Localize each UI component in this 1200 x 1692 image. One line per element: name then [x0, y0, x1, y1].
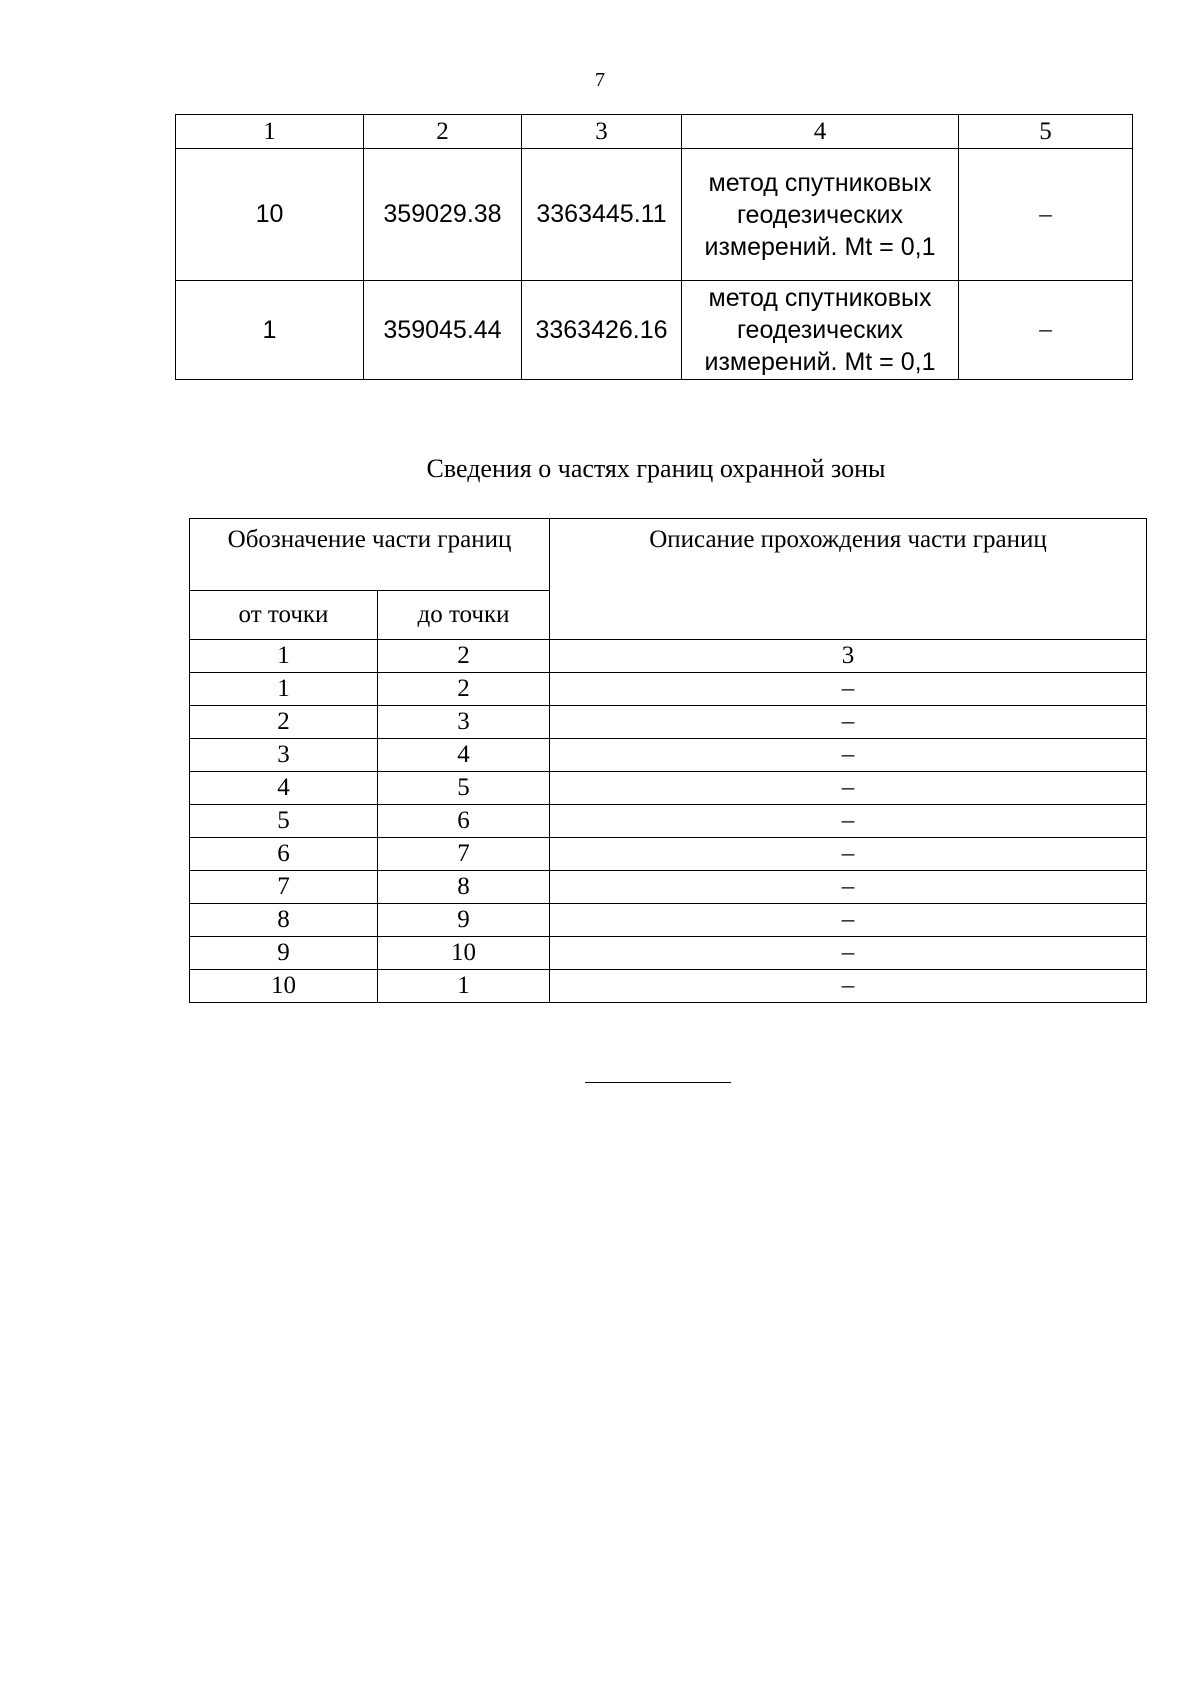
from-point: 6 [190, 838, 378, 871]
description: – [550, 805, 1147, 838]
header-cell: 2 [364, 115, 522, 149]
from-point: 8 [190, 904, 378, 937]
from-point: 5 [190, 805, 378, 838]
description: – [550, 904, 1147, 937]
from-point: 3 [190, 739, 378, 772]
description: – [550, 970, 1147, 1003]
description: – [550, 739, 1147, 772]
column-number: 2 [378, 640, 550, 673]
end-divider [585, 1082, 731, 1083]
from-point: 4 [190, 772, 378, 805]
method-line: измерений. Mt = 0,1 [704, 348, 936, 376]
table-row [190, 772, 1147, 805]
to-point: 6 [378, 805, 550, 838]
table-row [190, 904, 1147, 937]
method-line: измерений. Mt = 0,1 [704, 232, 936, 261]
coordinate-y: 3363445.11 [522, 149, 682, 281]
column-number: 3 [550, 640, 1147, 673]
page-number: 7 [595, 69, 605, 91]
note-cell: – [959, 149, 1133, 281]
coordinate-y: 3363426.16 [522, 281, 682, 380]
table-row [190, 805, 1147, 838]
to-point: 1 [378, 970, 550, 1003]
note-cell: – [959, 281, 1133, 380]
coordinates-table [175, 114, 1133, 380]
table-row [190, 937, 1147, 970]
method-line: метод спутниковых [708, 168, 932, 197]
column-number-row [190, 640, 1147, 673]
coordinate-x: 359029.38 [364, 149, 522, 281]
column-number: 1 [190, 640, 378, 673]
table-row [176, 149, 1133, 281]
table-row [190, 739, 1147, 772]
table-row [190, 838, 1147, 871]
header-group-label: Обозначение части границ [190, 519, 550, 591]
table-header-row [176, 115, 1133, 149]
description: – [550, 706, 1147, 739]
header-description-label: Описание прохождения части границ [550, 519, 1147, 640]
table-header-row [190, 519, 1147, 591]
header-cell: 3 [522, 115, 682, 149]
description: – [550, 871, 1147, 904]
table-row [190, 673, 1147, 706]
to-point: 4 [378, 739, 550, 772]
description: – [550, 673, 1147, 706]
to-point: 9 [378, 904, 550, 937]
method-line: метод спутниковых [708, 284, 932, 312]
table-row [190, 871, 1147, 904]
from-point: 10 [190, 970, 378, 1003]
to-point: 2 [378, 673, 550, 706]
method-line: геодезических [736, 200, 904, 229]
from-point: 9 [190, 937, 378, 970]
from-point: 7 [190, 871, 378, 904]
to-point: 10 [378, 937, 550, 970]
description: – [550, 772, 1147, 805]
to-point: 8 [378, 871, 550, 904]
header-cell: 4 [682, 115, 959, 149]
to-point: 7 [378, 838, 550, 871]
point-number: 1 [176, 281, 364, 380]
method-line: геодезических [736, 316, 904, 344]
method-cell [682, 149, 959, 281]
header-from-label: от точки [190, 591, 378, 640]
boundary-parts-table [189, 518, 1147, 1003]
header-cell: 5 [959, 115, 1133, 149]
from-point: 2 [190, 706, 378, 739]
description: – [550, 838, 1147, 871]
header-to-label: до точки [378, 591, 550, 640]
table-row [190, 970, 1147, 1003]
to-point: 5 [378, 772, 550, 805]
table-row [176, 281, 1133, 380]
section-title: Сведения о частях границ охранной зоны [426, 454, 886, 483]
method-cell [682, 281, 959, 380]
point-number: 10 [176, 149, 364, 281]
from-point: 1 [190, 673, 378, 706]
table-row [190, 706, 1147, 739]
header-cell: 1 [176, 115, 364, 149]
to-point: 3 [378, 706, 550, 739]
description: – [550, 937, 1147, 970]
coordinate-x: 359045.44 [364, 281, 522, 380]
